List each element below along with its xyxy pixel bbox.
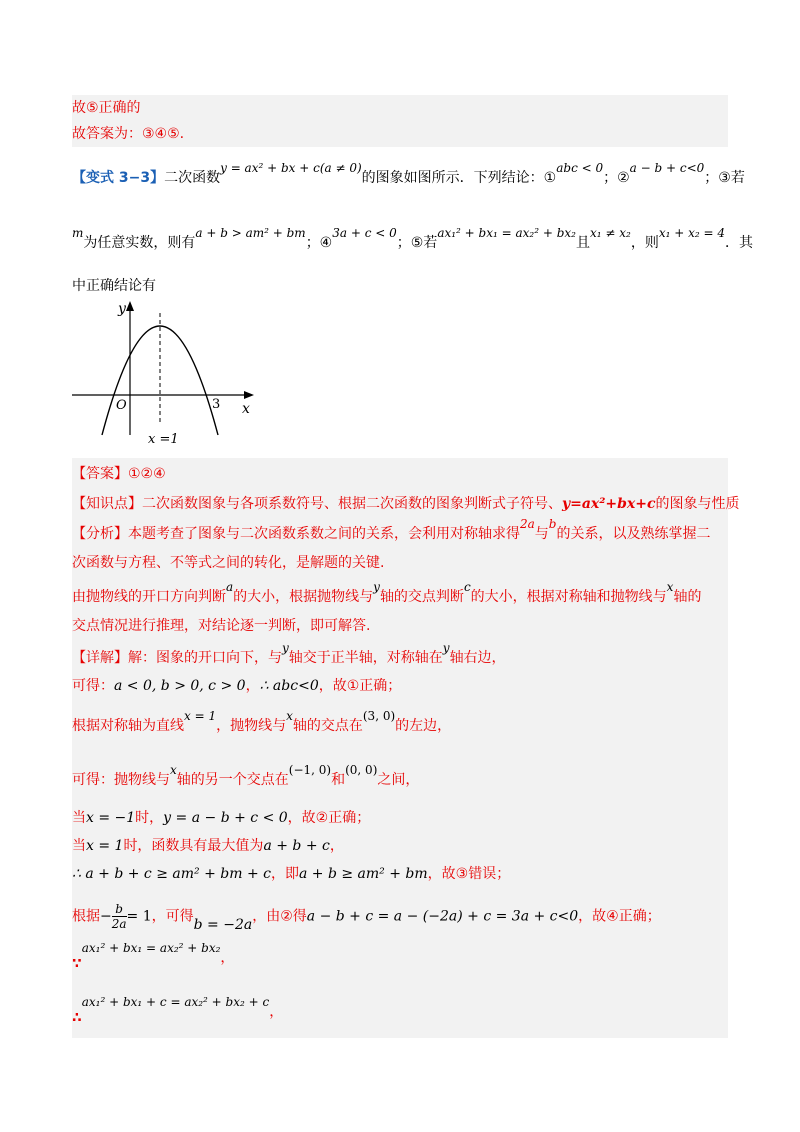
s3-a: 可得：抛物线与 [72, 772, 170, 788]
detail-line-7 [72, 864, 510, 884]
therefore-symbol: ∴ [72, 1010, 82, 1026]
s7-m1: b = −2a [193, 916, 253, 933]
conclusion-line: 故⑤正确的 [72, 100, 141, 116]
s7-eq: = 1 [126, 908, 152, 925]
because-symbol: ∵ [72, 956, 82, 972]
conclusion-2: a − b + c<0 [629, 161, 705, 175]
s6-b: ，故③错误； [427, 866, 511, 882]
variant-tag: 【变式 3−3】 [72, 170, 165, 186]
detail-line-2 [72, 676, 401, 696]
problem-intro: 二次函数 [164, 170, 221, 186]
s5-c: ， [329, 838, 344, 854]
detail-line-5 [72, 808, 370, 828]
s3-b: 轴的另一个交点在 [176, 772, 289, 788]
sep-1: ；② [603, 170, 630, 186]
detail-y1: y [282, 641, 289, 655]
s9-end: ， [269, 1004, 284, 1020]
s4-c: ，故②正确； [287, 810, 371, 826]
y-axis-label: y [118, 301, 126, 317]
parabola-graph [72, 295, 262, 447]
final-answer-line: 故答案为：③④⑤. [72, 126, 185, 142]
analysis-text-1b: 与 [534, 526, 549, 542]
s7-num: b [112, 902, 127, 917]
then-word: ，则 [630, 235, 659, 251]
s1-a: 可得： [72, 678, 114, 694]
s4-b: 时， [135, 810, 164, 826]
an-3a: 由抛物线的开口方向判断 [72, 589, 226, 605]
s6-a: ，即 [270, 866, 299, 882]
conclusion-3: a + b > am² + bm [195, 226, 306, 240]
kp-tag: 【知识点】 [72, 496, 142, 512]
s8-end: ， [220, 950, 235, 966]
analysis-line-1 [72, 517, 711, 544]
sep-2: ；③若 [704, 170, 745, 186]
problem-intro-2: 的图象如图所示．下列结论：① [361, 170, 557, 186]
an-3d: 的大小，根据对称轴和抛物线与 [470, 589, 667, 605]
s5-b: 时，函数具有最大值为 [123, 838, 264, 854]
analysis-line-3 [72, 580, 702, 607]
conclusion-5-equation: ax₁² + bx₁ = ax₂² + bx₂ [437, 226, 576, 240]
detail-line-6 [72, 836, 344, 856]
s1-b: ， [245, 678, 260, 694]
s7-den: 2a [111, 917, 127, 931]
s9-math: ax₁² + bx₁ + c = ax₂² + bx₂ + c [81, 995, 270, 1009]
detail-line-3 [72, 709, 452, 736]
an-3c: 轴的交点判断 [379, 589, 464, 605]
s2-d: 的左边， [395, 718, 452, 734]
s1-math: a < 0, b > 0, c > 0 [114, 678, 246, 694]
an-3b: 的大小，根据抛物线与 [233, 589, 374, 605]
s7-d: ，故④正确； [578, 908, 661, 925]
s5-a: 当 [72, 838, 86, 854]
sep-3: ；④ [305, 235, 333, 251]
problem-line-3: 中正确结论有 [72, 278, 156, 294]
kp-tail: 的图象与性质 [655, 496, 740, 512]
kp-formula: y=ax²+bx+c [562, 496, 656, 512]
detail-line-9 [72, 941, 235, 972]
conclusion-5-result: x₁ + x₂ = 4 [658, 226, 725, 240]
s6-m1: ∴ a + b + c ≥ am² + bm + c [72, 866, 271, 882]
s7-neg: − [100, 908, 112, 925]
s3-d: 之间， [377, 772, 420, 788]
y-axis-arrow [126, 301, 134, 311]
s6-m2: a + b ≥ am² + bm [298, 866, 428, 882]
s7-m2: a − b + c = a − (−2a) + c = 3a + c<0 [306, 908, 579, 925]
s7-c: ，由②得 [252, 908, 307, 925]
x-axis-label: x [242, 401, 250, 417]
s5-m1: x = 1 [86, 838, 124, 854]
s4-m1: x = −1 [86, 810, 136, 826]
an-y: y [373, 580, 380, 594]
detail-a: 解：图象的开口向下，与 [128, 650, 282, 666]
conclusion-5-condition: x₁ ≠ x₂ [589, 226, 631, 240]
origin-label: O [116, 398, 127, 413]
s7-b: ，可得 [151, 908, 194, 925]
detail-b: 轴交于正半轴，对称轴在 [288, 650, 443, 666]
s8-math: ax₁² + bx₁ = ax₂² + bx₂ [81, 941, 221, 955]
an-c: c [463, 580, 471, 594]
analysis-b: b [548, 517, 557, 531]
s7-a: 根据 [72, 908, 100, 925]
s7-fraction [112, 902, 127, 931]
problem-line-1 [72, 161, 745, 188]
detail-tag: 【详解】 [72, 650, 128, 666]
s2-x: x [286, 709, 293, 723]
analysis-2a: 2a [520, 517, 535, 531]
s4-a: 当 [72, 810, 86, 826]
s1-math2: ∴ abc<0 [259, 678, 319, 694]
detail-line-10 [72, 995, 284, 1026]
and-word: 且 [575, 235, 590, 251]
analysis-line-2: 次函数与方程、不等式之间的转化，是解题的关键. [72, 555, 385, 571]
detail-c: 轴右边， [449, 650, 506, 666]
s2-math: x = 1 [184, 709, 217, 723]
analysis-text-1: 本题考查了图象与二次函数系数之间的关系，会利用对称轴求得 [128, 526, 520, 542]
root-label: 3 [212, 397, 221, 412]
detail-line-4 [72, 763, 420, 790]
s1-c: ，故①正确； [318, 678, 402, 694]
detail-y2: y [442, 641, 450, 655]
function-expression: y = ax² + bx + c(a ≠ 0) [220, 161, 362, 175]
s2-a: 根据对称轴为直线 [72, 718, 184, 734]
s5-m2: a + b + c [263, 838, 330, 854]
x-axis-arrow [244, 391, 254, 399]
analysis-text-1c: 的关系，以及熟练掌握二 [556, 526, 711, 542]
analysis-tag: 【分析】 [72, 526, 128, 542]
kp-text: 二次函数图象与各项系数符号、根据二次函数的图象判断式子符号、 [142, 496, 562, 512]
s2-b: ，抛物线与 [216, 718, 287, 734]
s4-m2: y = a − b + c < 0 [163, 810, 288, 826]
s2-point: (3, 0) [362, 709, 396, 723]
detail-line-1 [72, 641, 506, 668]
problem-line-2 [72, 226, 753, 253]
var-m: m [72, 226, 84, 240]
s3-x: x [170, 763, 177, 777]
analysis-line-4: 交点情况进行推理，对结论逐一判断，即可解答. [72, 618, 371, 634]
problem-text-3: 为任意实数，则有 [83, 235, 196, 251]
symmetry-axis-label: x =1 [148, 432, 179, 447]
an-x: x [666, 580, 674, 594]
an-3e: 轴的 [673, 589, 702, 605]
problem-end: ．其 [725, 235, 753, 251]
s3-c: 和 [331, 772, 346, 788]
sep-4: ；⑤若 [396, 235, 438, 251]
s3-point-2: (0, 0) [345, 763, 378, 777]
s3-point-1: (−1, 0) [288, 763, 332, 777]
s2-c: 轴的交点在 [292, 718, 363, 734]
knowledge-point-line [72, 494, 740, 514]
conclusion-1: abc < 0 [556, 161, 604, 175]
detail-line-8 [72, 902, 661, 931]
answer-line: 【答案】①②④ [72, 466, 166, 482]
conclusion-4: 3a + c < 0 [332, 226, 397, 240]
an-a: a [226, 580, 234, 594]
